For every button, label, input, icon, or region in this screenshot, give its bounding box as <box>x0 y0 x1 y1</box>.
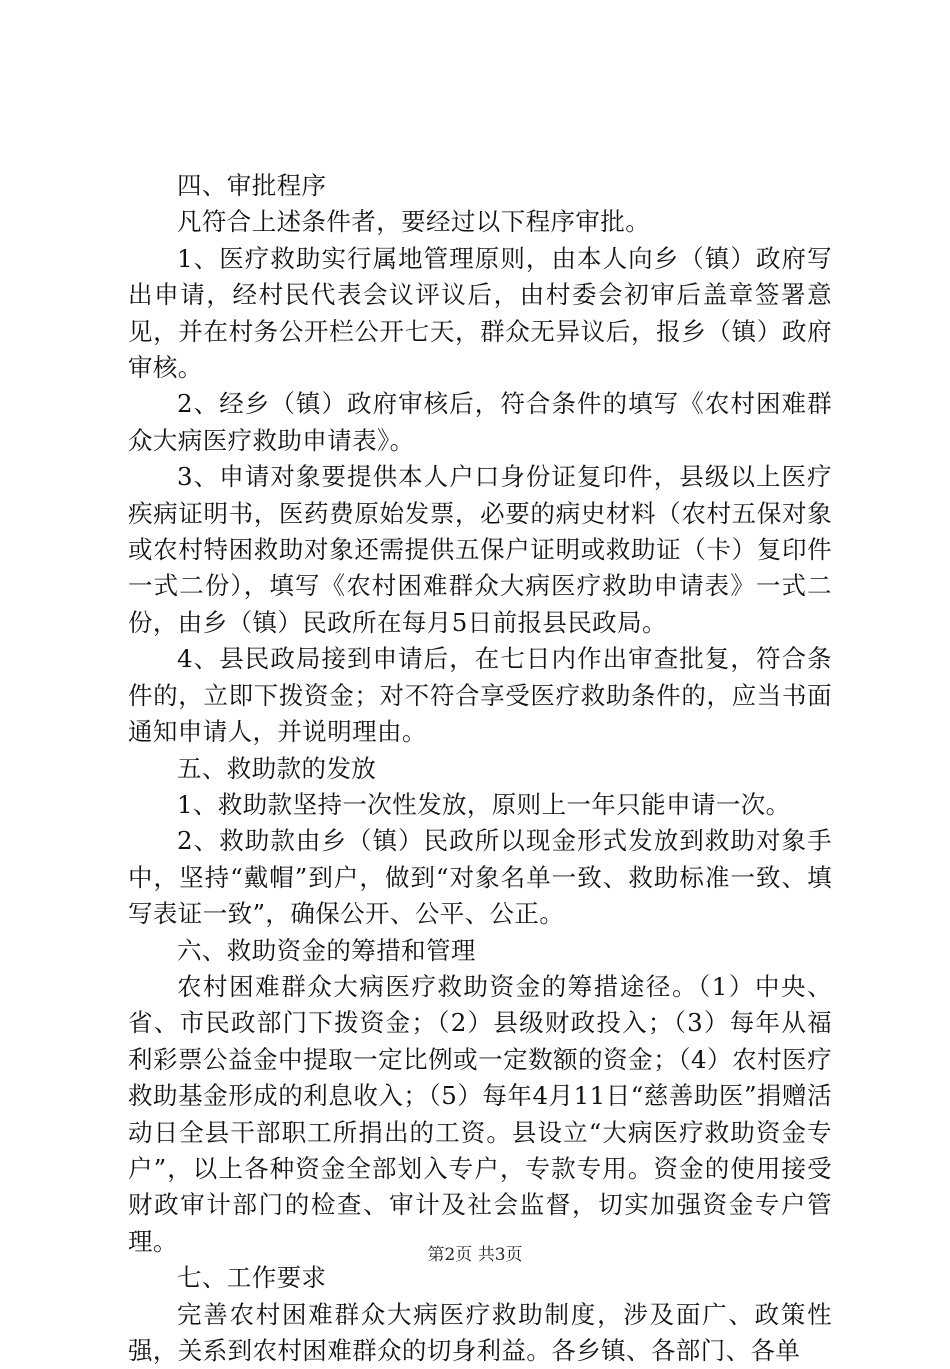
paragraph: 完善农村困难群众大病医疗救助制度，涉及面广、政策性强，关系到农村困难群众的切身利益。各乡镇、各部门、各单 <box>128 1299 832 1365</box>
page-number-footer: 第2页 共3页 <box>427 1245 523 1265</box>
paragraph: 2、经乡（镇）政府审核后，符合条件的填写《农村困难群众大病医疗救助申请表》。 <box>128 389 832 455</box>
paragraph: 农村困难群众大病医疗救助资金的筹措途径。（1）中央、省、市民政部门下拨资金；（2）县级财政投入；（3）每年从福利彩票公益金中提取一定比例或一定数额的资金；（4）农村医疗救助基金形成的利息收入；（5）每年4月11日“慈善助医”捐赠活动日全县干部职工所捐出的工资。县设立“大病医疗救助资金专户”，以上各种资金全部划入专户，专款专用。资金的使用接受财政审计部门的检查、审计及社会监督，切实加强资金专户管理。 <box>128 971 832 1256</box>
section-heading-distribution: 五、救助款的发放 <box>177 753 377 783</box>
section-heading-funding: 六、救助资金的筹措和管理 <box>177 935 476 965</box>
paragraph: 1、救助款坚持一次性发放，原则上一年只能申请一次。 <box>177 789 791 819</box>
paragraph: 3、申请对象要提供本人户口身份证复印件，县级以上医疗疾病证明书，医药费原始发票，必要的病史材料（农村五保对象或农村特困救助对象还需提供五保户证明或救助证（卡）复印件一式二份），填写《农村困难群众大病医疗救助申请表》一式二份，由乡（镇）民政所在每月5日前报县民政局。 <box>128 462 832 637</box>
paragraph: 2、救助款由乡（镇）民政所以现金形式发放到救助对象手中，坚持“戴帽”到户，做到“对象名单一致、救助标准一致、填写表证一致”，确保公开、公平、公正。 <box>128 826 832 929</box>
section-heading-approval: 四、审批程序 <box>177 171 327 200</box>
paragraph: 4、县民政局接到申请后，在七日内作出审查批复，符合条件的，立即下拨资金；对不符合享受医疗救助条件的，应当书面通知申请人，并说明理由。 <box>128 644 832 747</box>
document-body <box>128 168 832 1369</box>
paragraph: 1、医疗救助实行属地管理原则，由本人向乡（镇）政府写出申请，经村民代表会议评议后，由村委会初审后盖章签署意见，并在村务公开栏公开七天，群众无异议后，报乡（镇）政府审核。 <box>128 243 832 383</box>
section-heading-requirements: 七、工作要求 <box>177 1263 327 1293</box>
paragraph: 凡符合上述条件者，要经过以下程序审批。 <box>177 207 651 237</box>
